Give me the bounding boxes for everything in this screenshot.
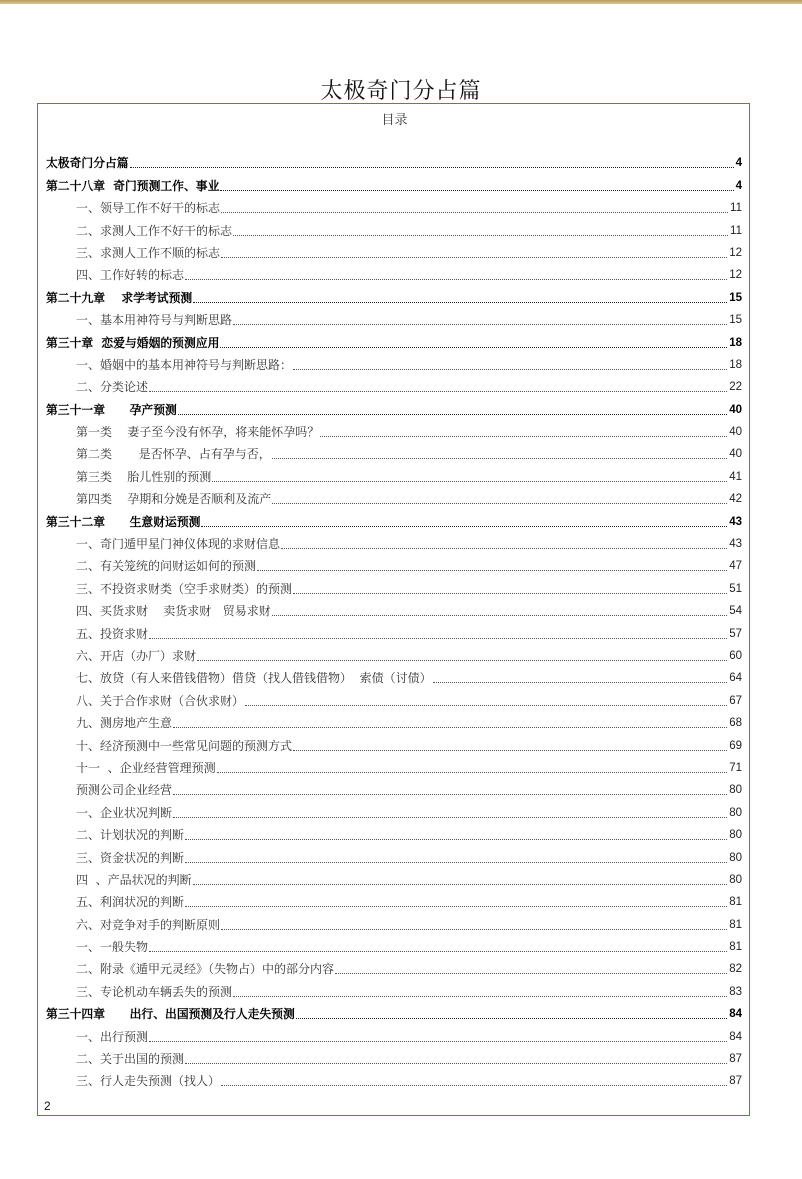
toc-dot-leader — [245, 705, 727, 706]
toc-entry-page: 84 — [729, 1008, 742, 1021]
toc-dot-leader — [193, 884, 728, 885]
toc-dot-leader — [185, 862, 727, 863]
toc-dot-leader — [173, 727, 727, 728]
toc-entry-title: 二、求测人工作不好干的标志 — [76, 223, 233, 238]
toc-chapter-entry[interactable] — [46, 283, 742, 305]
toc-dot-leader — [293, 593, 727, 594]
toc-section-entry[interactable] — [46, 843, 742, 865]
toc-section-entry[interactable] — [46, 686, 742, 708]
toc-section-entry[interactable] — [46, 866, 742, 888]
toc-entry-page: 43 — [729, 515, 742, 528]
toc-entry-page: 60 — [729, 649, 742, 662]
toc-entry-title: 第三十四章 出行、出国预测及行人走失预测 — [46, 1007, 295, 1022]
toc-section-entry[interactable] — [46, 619, 742, 641]
toc-section-entry[interactable] — [46, 1022, 742, 1044]
toc-entry-page: 80 — [729, 829, 742, 842]
toc-dot-leader — [185, 279, 727, 280]
toc-section-entry[interactable] — [46, 373, 742, 395]
toc-entry-title: 一、企业状况判断 — [76, 805, 173, 820]
toc-dot-leader — [185, 1063, 727, 1064]
toc-entry-title: 第四类 孕期和分娩是否顺利及流产 — [76, 492, 272, 507]
toc-dot-leader — [433, 682, 728, 683]
toc-entry-title: 四、买货求财 卖货求财 贸易求财 — [76, 604, 271, 619]
toc-heading: 目录 — [381, 113, 408, 128]
toc-dot-leader — [221, 929, 727, 930]
toc-dot-leader — [293, 750, 727, 751]
toc-entry-title: 一、婚姻中的基本用神符号与判断思路： — [76, 357, 293, 372]
toc-entry-page: 41 — [729, 470, 742, 483]
toc-section-entry[interactable] — [46, 306, 742, 328]
toc-entry-page: 4 — [735, 157, 742, 170]
toc-chapter-entry[interactable] — [46, 149, 742, 171]
toc-entry-title: 三、资金状况的判断 — [76, 850, 185, 865]
toc-dot-leader — [320, 436, 727, 437]
toc-entry-page: 47 — [729, 560, 742, 573]
toc-dot-leader — [281, 548, 727, 549]
toc-entry-title: 一、出行预测 — [76, 1029, 149, 1044]
toc-entry-page: 15 — [729, 291, 742, 304]
toc-entry-title: 二、分类论述 — [76, 380, 149, 395]
toc-entry-page: 80 — [729, 806, 742, 819]
toc-dot-leader — [173, 817, 727, 818]
toc-entry-title: 第二类 是否怀孕、占有孕与否， — [76, 447, 271, 462]
toc-list — [46, 149, 742, 1089]
toc-dot-leader — [217, 772, 728, 773]
toc-entry-page: 18 — [729, 358, 742, 371]
toc-entry-title: 二、附录《遁甲元灵经》（失物占）中的部分内容 — [76, 962, 335, 977]
toc-entry-page: 40 — [729, 426, 742, 439]
toc-entry-page: 40 — [729, 448, 742, 461]
toc-entry-title: 四 、产品状况的判断 — [76, 872, 192, 887]
toc-dot-leader — [233, 324, 727, 325]
toc-entry-page: 84 — [729, 1030, 742, 1043]
toc-dot-leader — [220, 347, 727, 348]
toc-section-entry[interactable] — [46, 955, 742, 977]
toc-section-entry[interactable] — [46, 754, 742, 776]
toc-dot-leader — [201, 526, 727, 527]
toc-dot-leader — [149, 391, 727, 392]
toc-section-entry[interactable] — [46, 552, 742, 574]
toc-entry-title: 第二十九章 求学考试预测 — [46, 290, 193, 305]
toc-entry-page: 12 — [729, 246, 742, 259]
toc-chapter-entry[interactable] — [46, 328, 742, 350]
toc-entry-title: 第三类 胎儿性别的预测 — [76, 469, 212, 484]
page-number: 2 — [44, 1099, 51, 1113]
toc-entry-title: 一、一般失物 — [76, 940, 149, 955]
toc-dot-leader — [149, 638, 727, 639]
top-border-bar — [0, 0, 802, 4]
toc-entry-page: 80 — [729, 784, 742, 797]
toc-entry-title: 一、领导工作不好干的标志 — [76, 201, 221, 216]
toc-dot-leader — [149, 1041, 727, 1042]
toc-section-entry[interactable] — [46, 485, 742, 507]
toc-entry-title: 一、基本用神符号与判断思路 — [76, 313, 233, 328]
toc-frame — [37, 103, 750, 1116]
toc-entry-page: 81 — [729, 896, 742, 909]
toc-entry-title: 三、不投资求财类（空手求财类）的预测 — [76, 581, 293, 596]
toc-section-entry[interactable] — [46, 351, 742, 373]
toc-entry-title: 三、行人走失预测（找人） — [76, 1074, 221, 1089]
toc-entry-title: 十、经济预测中一些常见问题的预测方式 — [76, 738, 293, 753]
toc-dot-leader — [221, 257, 727, 258]
toc-entry-title: 第二十八章 奇门预测工作、事业 — [46, 178, 220, 193]
toc-entry-title: 六、对竞争对手的判断原则 — [76, 917, 221, 932]
toc-section-entry[interactable] — [46, 194, 742, 216]
toc-entry-title: 五、利润状况的判断 — [76, 895, 185, 910]
toc-section-entry[interactable] — [46, 664, 742, 686]
toc-entry-title: 五、投资求财 — [76, 626, 149, 641]
toc-dot-leader — [272, 458, 728, 459]
toc-dot-leader — [193, 302, 727, 303]
toc-dot-leader — [220, 190, 733, 191]
toc-section-entry[interactable] — [46, 261, 742, 283]
toc-entry-page: 12 — [729, 269, 742, 282]
toc-dot-leader — [293, 369, 727, 370]
toc-section-entry[interactable] — [46, 216, 742, 238]
toc-entry-title: 太极奇门分占篇 — [46, 156, 129, 171]
toc-entry-page: 69 — [729, 739, 742, 752]
toc-dot-leader — [221, 212, 728, 213]
toc-section-entry[interactable] — [46, 440, 742, 462]
toc-entry-title: 二、关于出国的预测 — [76, 1052, 185, 1067]
toc-dot-leader — [335, 973, 727, 974]
toc-entry-title: 第一类 妻子至今没有怀孕，将来能怀孕吗？ — [76, 425, 320, 440]
toc-entry-page: 18 — [729, 336, 742, 349]
toc-section-entry[interactable] — [46, 798, 742, 820]
toc-entry-page: 80 — [729, 873, 742, 886]
toc-entry-page: 42 — [729, 493, 742, 506]
toc-entry-page: 22 — [729, 381, 742, 394]
toc-entry-title: 第三十一章 孕产预测 — [46, 402, 177, 417]
toc-entry-page: 68 — [729, 717, 742, 730]
toc-chapter-entry[interactable] — [46, 507, 742, 529]
toc-entry-page: 11 — [730, 224, 742, 237]
toc-entry-page: 4 — [735, 179, 742, 192]
toc-entry-title: 预测公司企业经营 — [76, 783, 173, 798]
toc-entry-title: 第三十章 恋爱与婚姻的预测应用 — [46, 335, 220, 350]
toc-dot-leader — [296, 1018, 727, 1019]
toc-entry-title: 八、关于合作求财（合伙求财） — [76, 693, 245, 708]
toc-entry-title: 六、开店（办厂）求财 — [76, 648, 197, 663]
toc-entry-page: 51 — [729, 582, 742, 595]
toc-section-entry[interactable] — [46, 574, 742, 596]
toc-entry-title: 四、工作好转的标志 — [76, 268, 185, 283]
toc-section-entry[interactable] — [46, 642, 742, 664]
toc-chapter-entry[interactable] — [46, 1000, 742, 1022]
toc-entry-page: 64 — [729, 672, 742, 685]
toc-entry-page: 57 — [729, 627, 742, 640]
toc-dot-leader — [257, 570, 727, 571]
toc-dot-leader — [233, 235, 728, 236]
toc-entry-page: 82 — [729, 963, 742, 976]
toc-entry-page: 71 — [729, 761, 742, 774]
toc-dot-leader — [173, 794, 727, 795]
toc-entry-page: 81 — [729, 918, 742, 931]
toc-dot-leader — [130, 167, 734, 168]
toc-section-entry[interactable] — [46, 709, 742, 731]
toc-section-entry[interactable] — [46, 1067, 742, 1089]
toc-section-entry[interactable] — [46, 888, 742, 910]
toc-section-entry[interactable] — [46, 910, 742, 932]
toc-section-entry[interactable] — [46, 977, 742, 999]
toc-section-entry[interactable] — [46, 933, 742, 955]
toc-dot-leader — [185, 906, 727, 907]
toc-dot-leader — [233, 996, 727, 997]
toc-dot-leader — [272, 615, 728, 616]
toc-dot-leader — [221, 1085, 727, 1086]
toc-entry-title: 第三十二章 生意财运预测 — [46, 514, 201, 529]
toc-dot-leader — [185, 839, 727, 840]
toc-chapter-entry[interactable] — [46, 395, 742, 417]
toc-dot-leader — [272, 503, 727, 504]
toc-entry-page: 15 — [729, 314, 742, 327]
toc-entry-page: 43 — [729, 538, 742, 551]
toc-section-entry[interactable] — [46, 418, 742, 440]
toc-entry-page: 40 — [729, 403, 742, 416]
toc-dot-leader — [178, 414, 727, 415]
toc-entry-page: 83 — [729, 985, 742, 998]
toc-section-entry[interactable] — [46, 597, 742, 619]
toc-entry-title: 十一 、企业经营管理预测 — [76, 760, 216, 775]
toc-dot-leader — [149, 951, 727, 952]
toc-chapter-entry[interactable] — [46, 171, 742, 193]
toc-entry-title: 二、计划状况的判断 — [76, 828, 185, 843]
toc-entry-page: 11 — [730, 202, 742, 215]
toc-entry-title: 一、奇门遁甲星门神仪体现的求财信息 — [76, 537, 281, 552]
toc-section-entry[interactable] — [46, 731, 742, 753]
toc-entry-page: 80 — [729, 851, 742, 864]
toc-entry-title: 七、放贷（有人来借钱借物）借贷（找人借钱借物） 索债（讨债） — [76, 671, 432, 686]
toc-section-entry[interactable] — [46, 821, 742, 843]
document-title: 太极奇门分占篇 — [320, 79, 482, 104]
toc-entry-page: 87 — [729, 1075, 742, 1088]
toc-entry-title: 二、有关笼统的问财运如何的预测 — [76, 559, 257, 574]
toc-entry-title: 三、专论机动车辆丢失的预测 — [76, 984, 233, 999]
toc-entry-page: 87 — [729, 1053, 742, 1066]
toc-section-entry[interactable] — [46, 776, 742, 798]
toc-section-entry[interactable] — [46, 462, 742, 484]
toc-section-entry[interactable] — [46, 1045, 742, 1067]
toc-dot-leader — [212, 481, 727, 482]
toc-entry-title: 三、求测人工作不顺的标志 — [76, 245, 221, 260]
toc-entry-page: 54 — [729, 605, 742, 618]
toc-entry-title: 九、测房地产生意 — [76, 716, 173, 731]
toc-dot-leader — [197, 660, 727, 661]
toc-section-entry[interactable] — [46, 530, 742, 552]
toc-entry-page: 67 — [729, 694, 742, 707]
toc-section-entry[interactable] — [46, 239, 742, 261]
toc-entry-page: 81 — [729, 941, 742, 954]
